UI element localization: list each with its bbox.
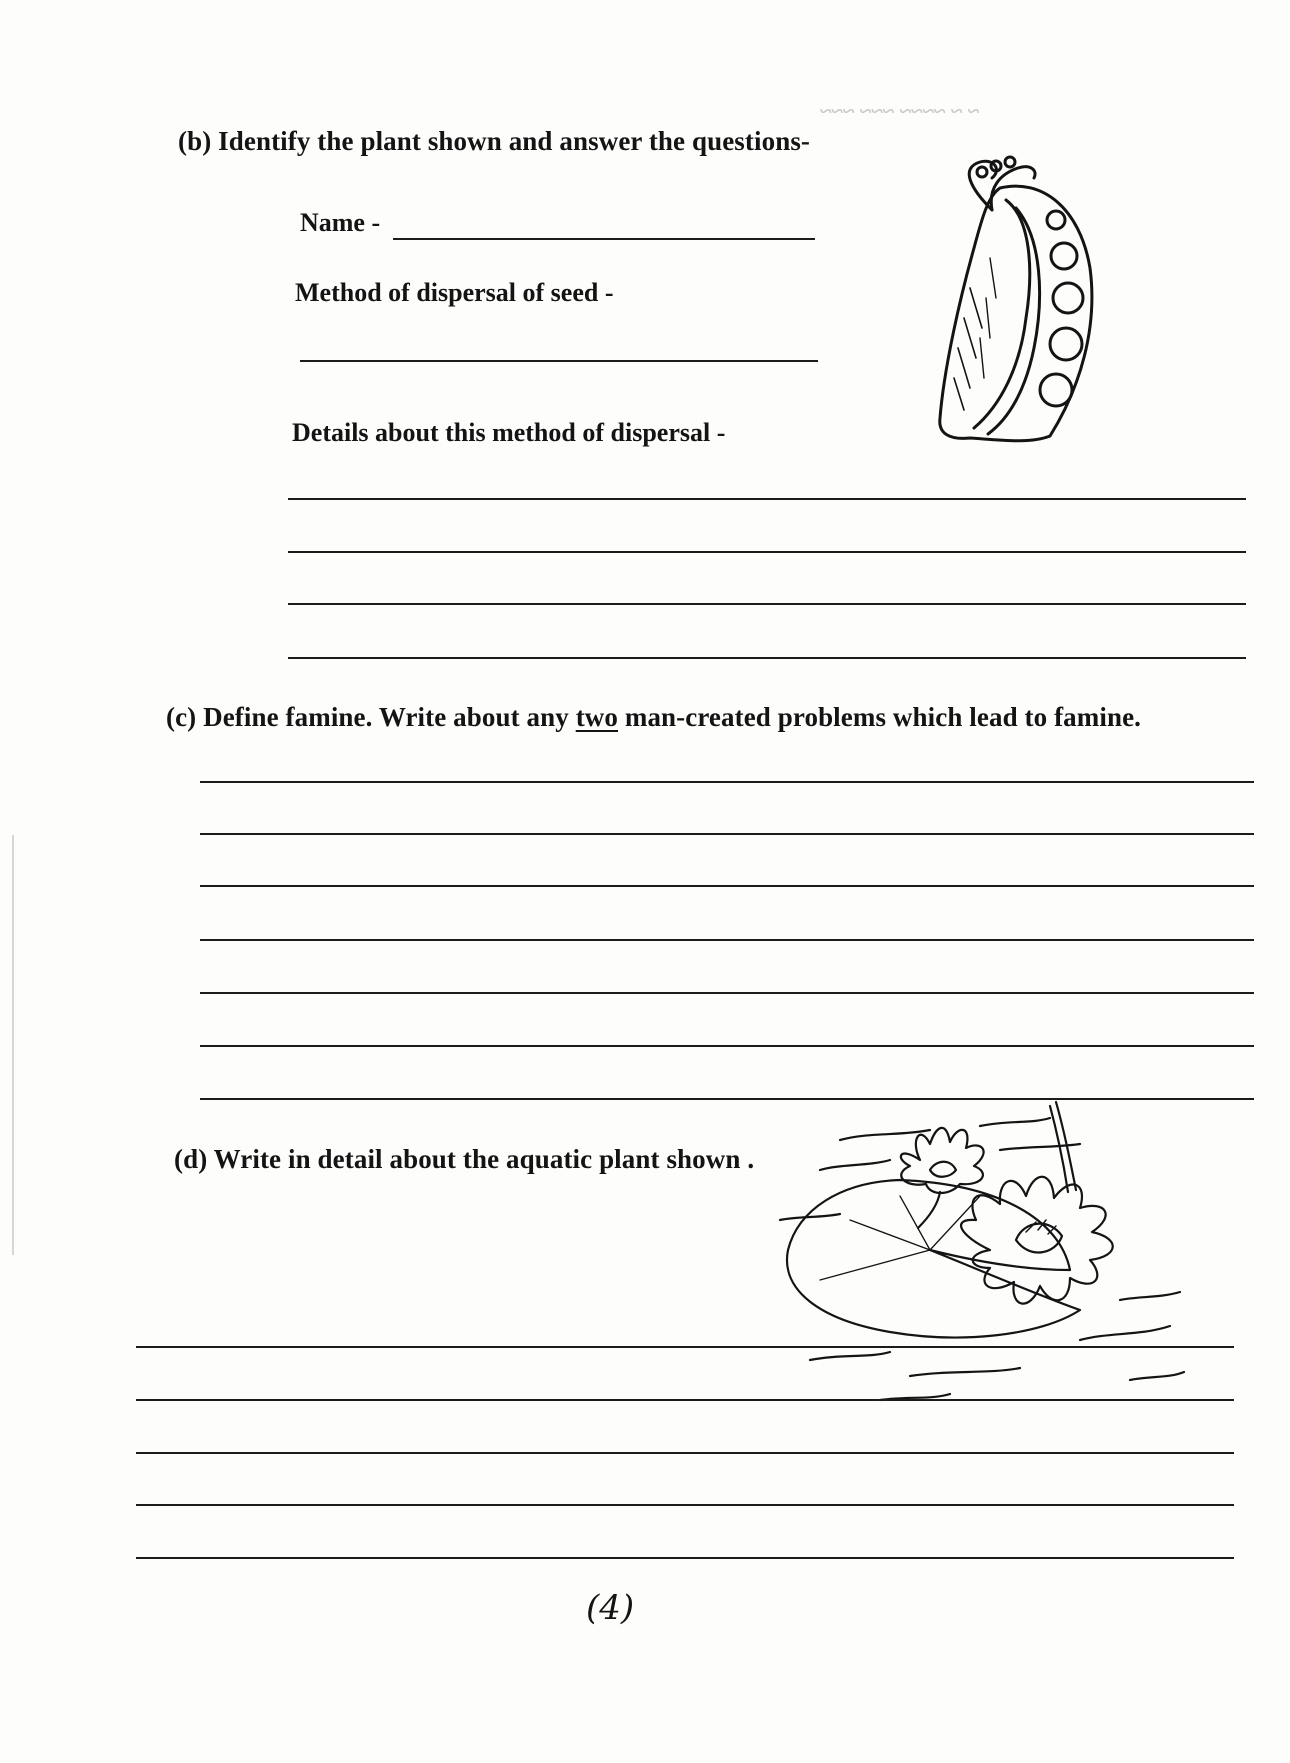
- method-answer-line[interactable]: [300, 360, 818, 362]
- question-c-suffix: man-created problems which lead to famine.: [618, 702, 1142, 732]
- pea-pod-icon: [930, 148, 1100, 448]
- famine-answer-line[interactable]: [200, 885, 1254, 887]
- name-label: Name -: [300, 208, 381, 237]
- famine-answer-line[interactable]: [200, 939, 1254, 941]
- aquatic-plant-answer-line[interactable]: [136, 1346, 1234, 1348]
- famine-answer-line[interactable]: [200, 781, 1254, 783]
- details-answer-line[interactable]: [288, 657, 1246, 659]
- question-b: (b) Identify the plant shown and answer the questions-: [178, 126, 811, 156]
- question-d: (d) Write in detail about the aquatic plant shown .: [174, 1144, 755, 1174]
- famine-answer-line[interactable]: [200, 833, 1254, 835]
- question-c-prefix: (c) Define famine. Write about any: [166, 702, 576, 732]
- page-number: (4): [586, 1588, 635, 1628]
- details-answer-line[interactable]: [288, 551, 1246, 553]
- scan-margin-mark: [12, 835, 14, 1255]
- aquatic-plant-answer-line[interactable]: [136, 1504, 1234, 1506]
- famine-answer-line[interactable]: [200, 992, 1254, 994]
- question-c-emphasis: two: [575, 702, 618, 732]
- question-c: [166, 702, 1141, 733]
- famine-answer-line[interactable]: [200, 1045, 1254, 1047]
- details-answer-line[interactable]: [288, 603, 1246, 605]
- method-label: Method of dispersal of seed -: [295, 278, 614, 307]
- bleed-through-mark: ~ ~ ~~~~ ~~~ ~~~: [820, 98, 980, 123]
- details-label: Details about this method of dispersal -: [292, 418, 726, 447]
- details-answer-line[interactable]: [288, 498, 1246, 500]
- aquatic-plant-answer-line[interactable]: [136, 1399, 1234, 1401]
- water-lily-icon: [780, 1100, 1190, 1420]
- name-answer-line[interactable]: [393, 238, 815, 240]
- aquatic-plant-answer-line[interactable]: [136, 1452, 1234, 1454]
- aquatic-plant-answer-line[interactable]: [136, 1557, 1234, 1559]
